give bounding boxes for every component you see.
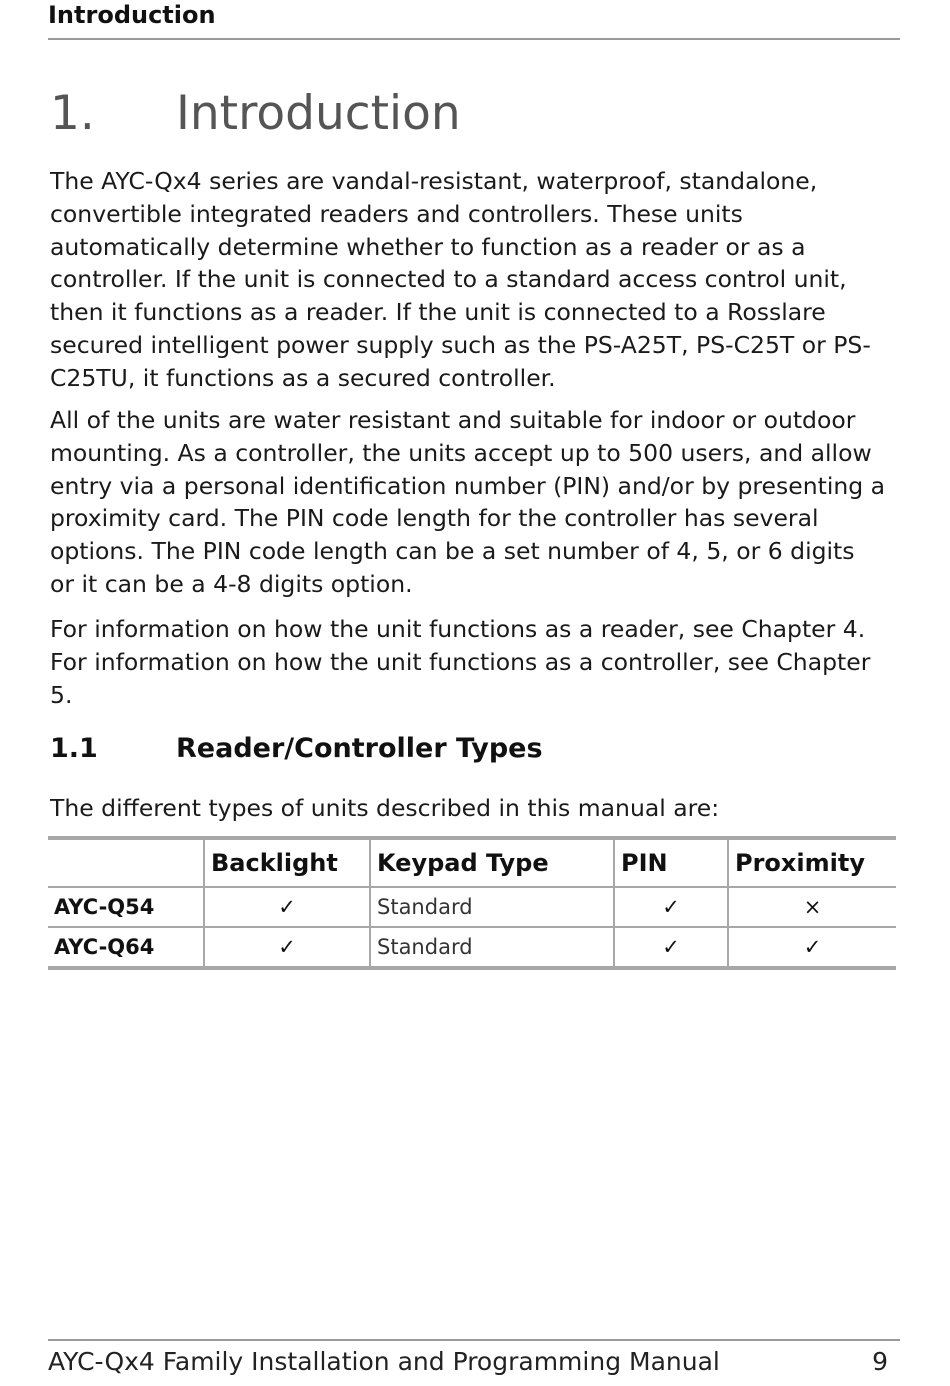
chapter-title: Introduction	[176, 86, 461, 141]
running-header	[48, 0, 900, 40]
paragraph-text: All of the units are water resistant and suitable for indoor or outdoor mounting. As a controller, the units accept up to 500 users, and allow entry via a personal identification number (PIN) and/or by presenting a proximity card. The PIN code length for the controller has several options. The PIN code length can be a set number of 4, 5, or 6 digits or it can be a 4-8 digits option.	[50, 406, 886, 598]
header-model	[48, 838, 204, 887]
paragraph-2	[50, 404, 900, 601]
unit-types-table	[48, 836, 896, 970]
unit-types-table-container	[48, 836, 896, 970]
page-number: 9	[872, 1347, 888, 1376]
header-proximity: Proximity	[735, 849, 865, 877]
paragraph-text: The AYC-Qx4 series are vandal-resistant, waterproof, standalone, convertible integrated readers and controllers. These units automatically determine whether to function as a reader or as a controller. If the unit is connected to a standard access control unit, then it functions as a reader. If the unit is connected to a Rosslare secured intelligent power supply such as the PS-A25T, PS-C25T or PS- C25TU, it functions as a secured controller.	[50, 167, 871, 392]
cell-model: AYC-Q64	[48, 927, 204, 968]
table-header-row	[48, 838, 896, 887]
check-icon: ✓	[614, 887, 728, 927]
chapter-number: 1.	[50, 86, 95, 141]
page-footer	[48, 1339, 900, 1386]
header-backlight: Backlight	[204, 838, 370, 887]
check-icon: ✓	[614, 927, 728, 968]
table-row	[48, 927, 896, 968]
check-icon: ✓	[204, 887, 370, 927]
table-intro	[50, 792, 900, 825]
check-icon: ✓	[803, 935, 822, 959]
header-keypad-type: Keypad Type	[370, 838, 614, 887]
running-header-title: Introduction	[48, 1, 216, 29]
paragraph-3	[50, 613, 900, 711]
cell-model: AYC-Q54	[48, 887, 204, 927]
header-pin: PIN	[614, 838, 728, 887]
table-row	[48, 887, 896, 927]
section-title: Reader/Controller Types	[176, 733, 543, 764]
table-intro-text: The different types of units described in this manual are:	[50, 794, 720, 822]
cell-keypad-type: Standard	[370, 927, 614, 968]
cell-keypad-type: Standard	[370, 887, 614, 927]
footer-manual-title: AYC-Qx4 Family Installation and Programming Manual	[48, 1347, 720, 1376]
paragraph-1	[50, 165, 900, 395]
check-icon: ✓	[204, 927, 370, 968]
cross-icon: ×	[803, 895, 822, 919]
paragraph-text: For information on how the unit functions as a reader, see Chapter 4. For information on how the unit functions as a controller, see Chapter 5.	[50, 615, 871, 709]
section-number: 1.1	[50, 733, 98, 764]
